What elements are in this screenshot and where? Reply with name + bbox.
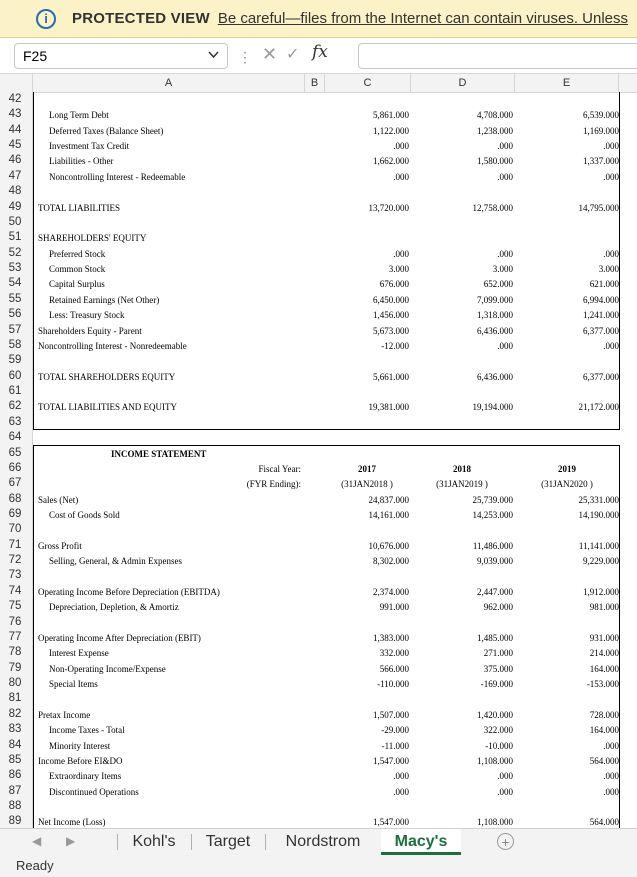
cell-e-value[interactable]: 21,172.000 [578, 402, 619, 413]
tab-kohls[interactable]: Kohl's [132, 833, 176, 850]
status-text: Ready [16, 858, 54, 873]
cell-e-value[interactable]: 11,141.000 [578, 540, 619, 551]
cell-d-value[interactable]: 1,238.000 [477, 125, 513, 136]
cell-e-value[interactable]: .000 [603, 740, 619, 751]
cell-d-value[interactable]: .000 [497, 340, 513, 351]
row-number[interactable]: 53 [8, 262, 22, 275]
cell-d-value[interactable]: -10.000 [485, 740, 513, 751]
cell-c-value[interactable]: 1,383.000 [373, 632, 409, 643]
cell-d-value[interactable]: 6,436.000 [477, 371, 513, 382]
row-label: Depreciation, Depletion, & Amortiz [49, 602, 179, 613]
cell-c-value[interactable]: -29.000 [381, 725, 409, 736]
more-options-icon[interactable]: ⋮ [238, 49, 251, 65]
cell-d-value[interactable]: .000 [497, 248, 513, 259]
cell-d-value[interactable]: 11,486.000 [472, 540, 513, 551]
row-number[interactable]: 66 [8, 461, 22, 474]
cell-d-value[interactable]: 1,580.000 [477, 156, 513, 167]
cell-d-value[interactable]: .000 [497, 141, 513, 152]
cell-c-value[interactable]: 2017 [358, 463, 376, 474]
row-number[interactable]: 81 [8, 692, 22, 705]
cell-e-value[interactable]: 2019 [558, 463, 576, 474]
cell-e-value[interactable]: 6,994.000 [583, 294, 619, 305]
row-number[interactable]: 52 [8, 246, 22, 259]
cell-c-value[interactable]: 24,837.000 [368, 494, 409, 505]
row-number[interactable]: 55 [8, 292, 22, 305]
cell-e-value[interactable]: .000 [603, 171, 619, 182]
cell-c-value[interactable]: 1,507.000 [373, 709, 409, 720]
row-label: Minority Interest [49, 740, 111, 751]
next-sheet-icon[interactable]: ▶ [66, 834, 76, 848]
cell-c-value[interactable]: 2,374.000 [373, 586, 409, 597]
cell-e-value[interactable]: 3.000 [598, 264, 619, 275]
row-label: TOTAL SHAREHOLDERS EQUITY [38, 371, 176, 382]
cell-c-value[interactable]: 14,161.000 [368, 509, 409, 520]
cell-e-value[interactable]: 564.000 [589, 755, 619, 766]
cell-e-value[interactable]: 931.000 [589, 632, 619, 643]
row-number[interactable]: 64 [8, 431, 22, 444]
cell-e-value[interactable]: 1,337.000 [583, 156, 619, 167]
cell-c-value[interactable]: 1,547.000 [373, 817, 409, 828]
row-label: Liabilities - Other [49, 156, 114, 167]
cell-c-value[interactable]: 1,662.000 [373, 156, 409, 167]
section-title: INCOME STATEMENT [111, 448, 207, 459]
previous-sheet-icon[interactable]: ◀ [32, 834, 42, 848]
cell-e-value[interactable]: 164.000 [589, 663, 619, 674]
cell-c-value[interactable]: 5,661.000 [373, 371, 409, 382]
cell-e-value[interactable]: 14,795.000 [578, 202, 619, 213]
cell-e-value[interactable]: 564.000 [589, 817, 619, 828]
cancel-icon[interactable]: ✕ [262, 44, 278, 64]
cell-d-value[interactable]: 2,447.000 [477, 586, 513, 597]
column-header-c[interactable]: C [325, 74, 411, 92]
cell-e-value[interactable]: 9,229.000 [583, 556, 619, 567]
cell-e-value[interactable]: 14,190.000 [578, 509, 619, 520]
cell-c-value[interactable]: 991.000 [379, 602, 409, 613]
cell-d-value[interactable]: 4,708.000 [477, 110, 513, 121]
row-number[interactable]: 51 [8, 231, 22, 244]
header-label: (FYR Ending): [246, 479, 301, 490]
cell-c-value[interactable]: 1,547.000 [373, 755, 409, 766]
cell-d-value[interactable]: (31JAN2019 ) [436, 479, 488, 490]
cell-c-value[interactable]: 8,302.000 [373, 556, 409, 567]
row-label: Investment Tax Credit [49, 141, 130, 152]
row-number[interactable]: 88 [8, 800, 22, 813]
row-label: Income Before EI&DO [38, 755, 123, 766]
row-number[interactable]: 49 [8, 200, 22, 213]
cell-c-value[interactable]: 13,720.000 [368, 202, 409, 213]
column-header-e[interactable]: E [515, 74, 619, 92]
row-label: Shareholders Equity - Parent [38, 325, 142, 336]
row-number[interactable]: 74 [8, 584, 22, 597]
cell-d-value[interactable]: 1,108.000 [477, 755, 513, 766]
info-icon: i [36, 9, 56, 29]
tab-target[interactable]: Target [205, 833, 251, 850]
row-label: TOTAL LIABILITIES [38, 202, 121, 213]
row-label: Special Items [49, 679, 98, 690]
protected-view-title: PROTECTED VIEW [72, 10, 210, 27]
cell-e-value[interactable]: 1,912.000 [583, 586, 619, 597]
row-label: Operating Income Before Depreciation (EBITDA) [38, 586, 220, 597]
cell-c-value[interactable]: 1,456.000 [373, 310, 409, 321]
row-number[interactable]: 71 [8, 538, 22, 551]
row-number[interactable]: 58 [8, 338, 22, 351]
cell-c-value[interactable]: 5,861.000 [373, 110, 409, 121]
cell-e-value[interactable]: 981.000 [589, 602, 619, 613]
row-number[interactable]: 43 [8, 108, 22, 121]
row-label: TOTAL LIABILITIES AND EQUITY [38, 402, 178, 413]
cell-e-value[interactable]: 164.000 [589, 725, 619, 736]
cell-d-value[interactable]: 1,318.000 [477, 310, 513, 321]
cell-c-value[interactable]: (31JAN2018 ) [341, 479, 393, 490]
row-number[interactable]: 62 [8, 400, 22, 413]
select-all-corner[interactable] [0, 74, 33, 92]
cell-d-value[interactable]: 12,758.000 [472, 202, 513, 213]
row-number[interactable]: 69 [8, 507, 22, 520]
tab-macys[interactable]: Macy's [381, 829, 461, 855]
column-header-b[interactable]: B [305, 74, 325, 92]
cell-e-value[interactable]: 1,241.000 [583, 310, 619, 321]
cell-d-value[interactable]: 1,108.000 [477, 817, 513, 828]
header-label: Fiscal Year: [258, 463, 301, 474]
row-label: Long Term Debt [49, 110, 109, 121]
cell-d-value[interactable]: 9,039.000 [477, 556, 513, 567]
row-label: Cost of Goods Sold [49, 509, 120, 520]
sheet-grid[interactable] [33, 92, 637, 828]
cell-d-value[interactable]: 2018 [453, 463, 471, 474]
row-number[interactable]: 82 [8, 707, 22, 720]
tab-nordstrom[interactable]: Nordstrom [285, 833, 361, 850]
row-number[interactable]: 77 [8, 630, 22, 643]
row-number[interactable]: 73 [8, 569, 22, 582]
cell-e-value[interactable]: .000 [603, 771, 619, 782]
cell-e-value[interactable]: .000 [603, 340, 619, 351]
cell-e-value[interactable]: .000 [603, 141, 619, 152]
formula-input[interactable] [358, 43, 637, 69]
row-number[interactable]: 79 [8, 661, 22, 674]
row-number[interactable]: 60 [8, 369, 22, 382]
cell-d-value[interactable]: -169.000 [480, 679, 513, 690]
row-number[interactable]: 80 [8, 677, 22, 690]
row-number[interactable]: 78 [8, 646, 22, 659]
row-number[interactable]: 47 [8, 169, 22, 182]
row-number[interactable]: 70 [8, 523, 22, 536]
row-number[interactable]: 45 [8, 139, 22, 152]
name-box[interactable] [14, 43, 228, 69]
cell-d-value[interactable]: 322.000 [483, 725, 513, 736]
row-label: Operating Income After Depreciation (EBIT) [38, 632, 201, 643]
cell-c-value[interactable]: .000 [393, 171, 409, 182]
cell-d-value[interactable]: 14,253.000 [472, 509, 513, 520]
row-number[interactable]: 56 [8, 308, 22, 321]
cell-d-value[interactable]: 1,420.000 [477, 709, 513, 720]
cell-e-value[interactable]: 6,377.000 [583, 371, 619, 382]
row-label: Income Taxes - Total [49, 725, 125, 736]
cell-c-value[interactable]: 676.000 [379, 279, 409, 290]
row-number[interactable]: 44 [8, 123, 22, 136]
insert-function-icon[interactable]: fx [312, 42, 328, 62]
row-label: Discontinued Operations [49, 786, 139, 797]
row-number[interactable]: 83 [8, 723, 22, 736]
cell-e-value[interactable]: 1,169.000 [583, 125, 619, 136]
cell-d-value[interactable]: 19,194.000 [472, 402, 513, 413]
add-sheet-icon[interactable]: + [497, 833, 514, 850]
cell-c-value[interactable]: 5,673.000 [373, 325, 409, 336]
enter-icon[interactable]: ✓ [286, 46, 300, 63]
cell-d-value[interactable]: .000 [497, 786, 513, 797]
column-header-d[interactable]: D [411, 74, 515, 92]
cell-e-value[interactable]: 728.000 [589, 709, 619, 720]
cell-c-value[interactable]: 19,381.000 [368, 402, 409, 413]
row-number[interactable]: 61 [8, 385, 22, 398]
row-label: Noncontrolling Interest - Nonredeemable [38, 340, 187, 351]
row-label: Preferred Stock [49, 248, 106, 259]
row-number[interactable]: 72 [8, 554, 22, 567]
row-label: Selling, General, & Admin Expenses [49, 556, 182, 567]
row-headers [0, 92, 33, 828]
row-number[interactable]: 84 [8, 738, 22, 751]
row-label: SHAREHOLDERS' EQUITY [38, 233, 147, 244]
cell-c-value[interactable]: -110.000 [377, 679, 409, 690]
cell-e-value[interactable]: .000 [603, 248, 619, 259]
row-label: Non-Operating Income/Expense [49, 663, 166, 674]
cell-e-value[interactable]: 621.000 [589, 279, 619, 290]
cell-e-value[interactable]: 25,331.000 [578, 494, 619, 505]
row-label: Sales (Net) [38, 494, 79, 505]
cell-c-value[interactable]: -11.000 [381, 740, 409, 751]
row-label: Interest Expense [49, 648, 109, 659]
cell-c-value[interactable]: .000 [393, 248, 409, 259]
row-number[interactable]: 50 [8, 215, 22, 228]
column-header-a[interactable]: A [33, 74, 305, 92]
cell-c-value[interactable]: 6,450.000 [373, 294, 409, 305]
cell-c-value[interactable]: 10,676.000 [368, 540, 409, 551]
cell-c-value[interactable]: .000 [393, 141, 409, 152]
cell-d-value[interactable]: 25,739.000 [472, 494, 513, 505]
row-number[interactable]: 59 [8, 354, 22, 367]
row-number[interactable]: 54 [8, 277, 22, 290]
row-number[interactable]: 65 [8, 446, 22, 459]
row-number[interactable]: 42 [8, 93, 22, 105]
cell-c-value[interactable]: 3.000 [388, 264, 409, 275]
cell-e-value[interactable]: .000 [603, 786, 619, 797]
row-label: Deferred Taxes (Balance Sheet) [49, 125, 164, 136]
row-number[interactable]: 86 [8, 769, 22, 782]
row-label: Gross Profit [38, 540, 82, 551]
cell-c-value[interactable]: -12.000 [381, 340, 409, 351]
row-label: Noncontrolling Interest - Redeemable [49, 171, 186, 182]
cell-c-value[interactable]: .000 [393, 771, 409, 782]
cell-d-value[interactable]: .000 [497, 171, 513, 182]
row-label: Extraordinary Items [49, 771, 122, 782]
cell-d-value[interactable]: 3.000 [492, 264, 513, 275]
row-number[interactable]: 76 [8, 615, 22, 628]
cell-d-value[interactable]: 1,485.000 [477, 632, 513, 643]
row-number[interactable]: 46 [8, 154, 22, 167]
cell-e-value[interactable]: 6,539.000 [583, 110, 619, 121]
cell-d-value[interactable]: 7,099.000 [477, 294, 513, 305]
cell-d-value[interactable]: 375.000 [483, 663, 513, 674]
row-label: Capital Surplus [49, 279, 105, 290]
cell-e-value[interactable]: (31JAN2020 ) [541, 479, 593, 490]
row-label: Retained Earnings (Net Other) [49, 294, 160, 305]
row-number[interactable]: 68 [8, 492, 22, 505]
row-label: Net Income (Loss) [38, 817, 106, 828]
cell-c-value[interactable]: 332.000 [379, 648, 409, 659]
name-box-value: F25 [23, 48, 48, 64]
cell-d-value[interactable]: 652.000 [483, 279, 513, 290]
row-number[interactable]: 57 [8, 323, 22, 336]
cell-d-value[interactable]: .000 [497, 771, 513, 782]
cell-c-value[interactable]: 566.000 [379, 663, 409, 674]
row-label: Less: Treasury Stock [49, 310, 125, 321]
formula-bar [0, 38, 637, 74]
row-label: Common Stock [49, 264, 106, 275]
row-number[interactable]: 67 [8, 477, 22, 490]
protected-view-message[interactable]: Be careful—files from the Internet can contain viruses. Unless [217, 10, 628, 27]
row-number[interactable]: 85 [8, 753, 22, 766]
status-bar [0, 855, 637, 877]
column-headers [0, 73, 637, 93]
row-number[interactable]: 87 [8, 784, 22, 797]
cell-e-value[interactable]: -153.000 [586, 679, 619, 690]
cell-d-value[interactable]: 271.000 [483, 648, 513, 659]
chevron-down-icon[interactable] [208, 48, 219, 62]
cell-e-value[interactable]: 6,377.000 [583, 325, 619, 336]
row-number[interactable]: 48 [8, 185, 22, 198]
cell-c-value[interactable]: .000 [393, 786, 409, 797]
cell-c-value[interactable]: 1,122.000 [373, 125, 409, 136]
sheet-tab-bar [0, 828, 637, 855]
cell-d-value[interactable]: 6,436.000 [477, 325, 513, 336]
row-number[interactable]: 63 [8, 415, 22, 428]
protected-view-bar [0, 0, 637, 38]
cell-e-value[interactable]: 214.000 [589, 648, 619, 659]
row-label: Pretax Income [38, 709, 91, 720]
row-number[interactable]: 75 [8, 600, 22, 613]
row-number[interactable]: 89 [8, 815, 22, 828]
cell-d-value[interactable]: 962.000 [483, 602, 513, 613]
